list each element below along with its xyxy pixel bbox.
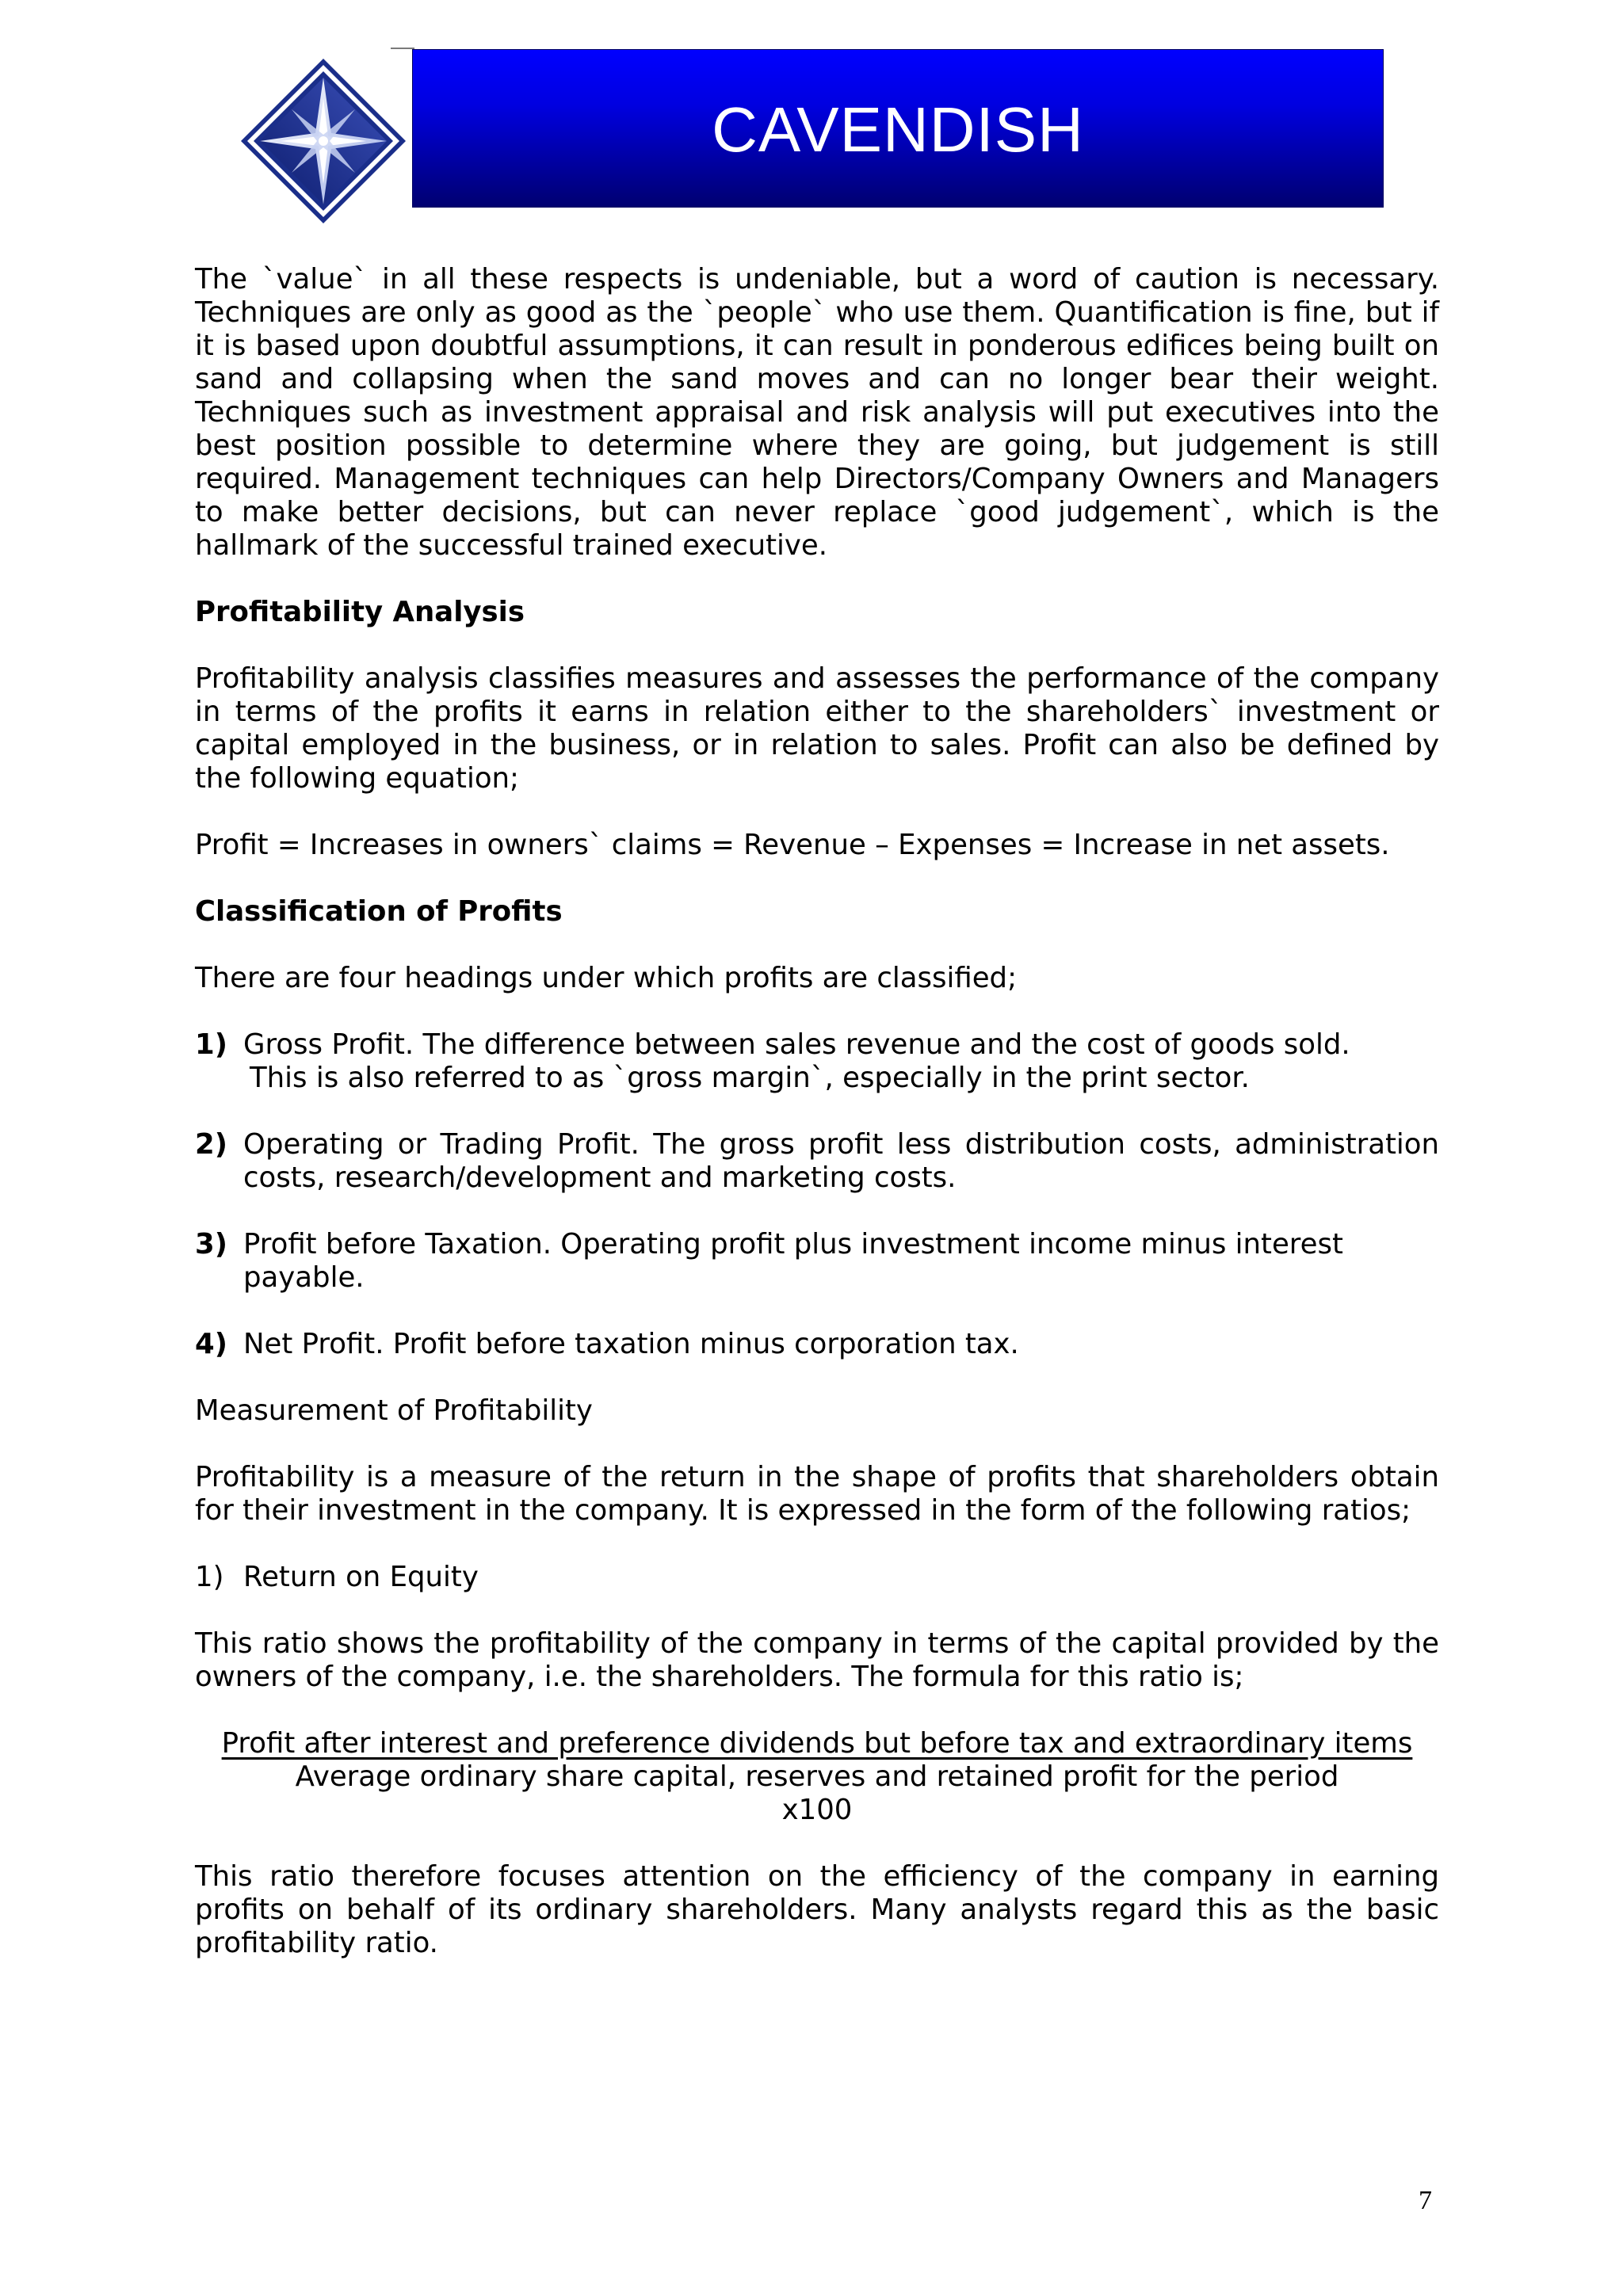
list-item — [195, 1028, 1439, 1095]
formula-numerator: Profit after interest and preference dividends but before tax and extraordinary items — [221, 1727, 1413, 1760]
ratio-item-return-on-equity — [195, 1561, 1439, 1594]
formula-multiplier: x100 — [781, 1794, 853, 1826]
list-number: 4) — [195, 1328, 227, 1360]
page-number: 7 — [1419, 2186, 1432, 2215]
list-text-line: payable. — [243, 1261, 365, 1294]
list-number: 2) — [195, 1128, 227, 1161]
page-content — [195, 263, 1439, 1993]
header-banner — [412, 49, 1384, 208]
list-number: 3) — [195, 1228, 227, 1261]
brand-title: CAVENDISH — [712, 94, 1084, 165]
list-item — [195, 1228, 1439, 1295]
measurement-heading: Measurement of Profitability — [195, 1394, 593, 1427]
list-text-line: Profit before Taxation. Operating profit plus investment income minus interest — [243, 1228, 1343, 1261]
list-text — [243, 1228, 1439, 1295]
intro-paragraph: The `value` in all these respects is undeniable, but a word of caution is necessary. Techniques are only as good as the `people` who use them. Quantification is fine, but if it is based upon doubtful assumptions, it can result in ponderous edifices being built on sand and collapsing when the sand moves and can no longer bear their weight. Techniques such as investment appraisal and risk analysis will put executives into the best position possible to determine where they are going, but judgement is still required. Management techniques can help Directors/Company Owners and Managers to make better decisions, but can never replace `good judgement`, which is the hallmark of the successful trained executive. — [195, 263, 1439, 562]
list-item — [195, 1128, 1439, 1195]
list-text: Operating or Trading Profit. The gross profit less distribution costs, administration costs, research/development and marketing costs. — [243, 1128, 1439, 1194]
profit-equation: Profit = Increases in owners` claims = Revenue – Expenses = Increase in net assets. — [195, 829, 1390, 861]
list-text: Net Profit. Profit before taxation minus corporation tax. — [243, 1328, 1019, 1360]
profitability-paragraph: Profitability analysis classifies measures and assesses the performance of the company in terms of the profits it earns in relation either to the shareholders` investment or capital employed in the business, or in relation to sales. Profit can also be defined by the following equation; — [195, 662, 1439, 795]
conclusion-paragraph: This ratio therefore focuses attention on the efficiency of the company in earning profits on behalf of its ordinary shareholders. Many analysts regard this as the basic profitability ratio. — [195, 1860, 1439, 1959]
roe-formula — [195, 1727, 1439, 1827]
measurement-paragraph: Profitability is a measure of the return in the shape of profits that shareholders obtain for their investment in the company. It is expressed in the form of the following ratios; — [195, 1461, 1439, 1527]
list-text — [243, 1028, 1439, 1095]
banner-top-rule — [391, 48, 414, 49]
heading-classification-of-profits: Classification of Profits — [195, 895, 563, 928]
list-text-line: This is also referred to as `gross margin`, especially in the print sector. — [250, 1062, 1250, 1094]
list-text-line: Gross Profit. The difference between sales revenue and the cost of goods sold. — [243, 1028, 1350, 1061]
heading-profitability-analysis: Profitability Analysis — [195, 596, 525, 628]
roe-paragraph: This ratio shows the profitability of the company in terms of the capital provided by the owners of the company, i.e. the shareholders. The formula for this ratio is; — [195, 1627, 1439, 1693]
ratio-label: Return on Equity — [243, 1561, 479, 1593]
list-item — [195, 1328, 1439, 1361]
diamond-star-logo-icon — [239, 57, 407, 225]
classification-intro: There are four headings under which profits are classified; — [195, 962, 1018, 994]
list-number: 1) — [195, 1028, 227, 1061]
list-number: 1) — [195, 1561, 224, 1593]
formula-denominator: Average ordinary share capital, reserves and retained profit for the period — [295, 1760, 1339, 1793]
